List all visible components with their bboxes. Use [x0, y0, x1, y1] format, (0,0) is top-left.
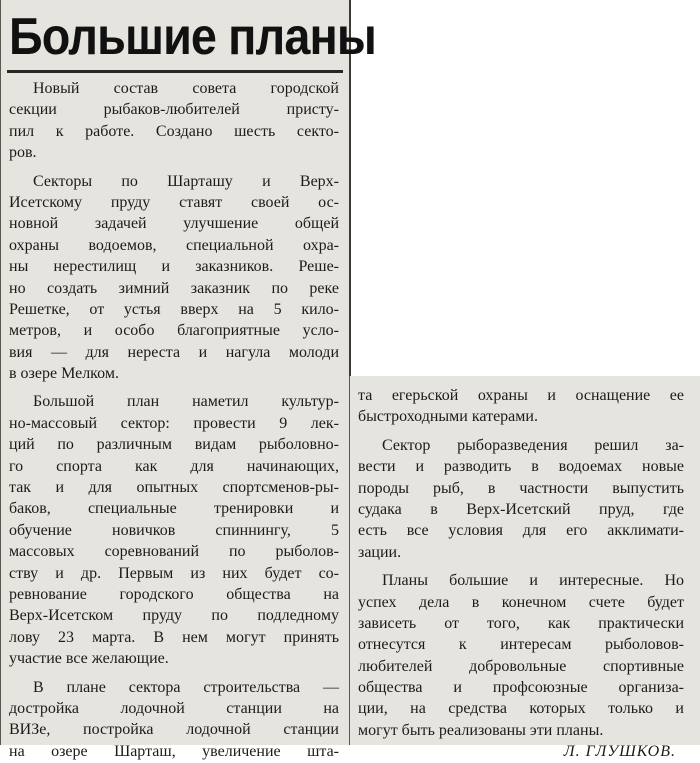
text-line: судака в Верх-Исетский пруд, где	[358, 500, 684, 518]
text-line: ров.	[9, 144, 37, 162]
text-line: участие все желающие.	[9, 650, 169, 668]
text-line: охраны водоемов, специальной охра-	[9, 236, 339, 254]
text-line: го спорта как для начинающих,	[9, 457, 339, 475]
text-line: любителей добровольные спортивные	[358, 657, 684, 675]
text-line: Верх-Исетском пруду по подледному	[9, 607, 339, 625]
text-line: ции, на средства которых только и	[358, 700, 684, 718]
text-line: общества и профсоюзные организа-	[358, 679, 684, 697]
text-line: вести и разводить в водоемах новые	[358, 458, 684, 476]
text-line: лову 23 марта. В нем могут принять	[9, 628, 339, 646]
text-line: в озере Мелком.	[9, 365, 119, 383]
text-line: метров, и особо благоприятные усло-	[9, 322, 339, 340]
text-line: Планы большие и интересные. Но	[382, 572, 684, 590]
text-line: так и для опытных спортсменов-ры-	[9, 479, 339, 497]
text-line: массовых соревнований по рыболов-	[9, 543, 339, 561]
text-line: пил к работе. Создано шесть секто-	[9, 122, 339, 140]
paragraph	[358, 435, 684, 563]
text-line: породы рыб, в частности выпустить	[358, 479, 684, 497]
text-line: секции рыбаков-любителей присту-	[9, 101, 339, 119]
right-column-text	[358, 385, 684, 763]
text-line: ций по различным видам рыболовно-	[9, 436, 339, 454]
text-line: но-массовый сектор: провести 9 лек-	[9, 414, 339, 432]
text-line: успех дела в конечном счете будет	[358, 593, 684, 611]
text-line: Новый состав совета городской	[33, 80, 339, 97]
title-rule	[7, 70, 343, 73]
text-line: новной задачей улучшение общей	[9, 215, 339, 233]
text-line: баков, специальные тренировки и	[9, 500, 339, 518]
paragraph	[9, 391, 339, 669]
author-signature: Л. ГЛУШКОВ.	[563, 743, 676, 761]
text-line: Сектор рыборазведения решил за-	[382, 436, 684, 454]
article-title: Большие планы	[9, 8, 376, 66]
text-line: достройка лодочной станции на	[9, 699, 339, 717]
text-line: ству и др. Первым из них будет со-	[9, 564, 339, 582]
text-line: могут быть реализованы эти планы.	[358, 721, 604, 739]
text-line: обучение новичков спиннингу, 5	[9, 521, 339, 539]
text-line: есть все условия для его акклимати-	[358, 522, 684, 540]
text-line: быстроходными катерами.	[358, 408, 538, 426]
paragraph-gap	[9, 384, 339, 391]
text-line: ны нерестилищ и заказников. Реше-	[9, 258, 339, 276]
text-line: Исетскому пруду ставят своей ос-	[9, 193, 339, 211]
text-line: зации.	[358, 543, 402, 561]
paragraph	[9, 677, 339, 763]
paragraph-gap	[358, 563, 684, 570]
text-line: ревнование городского общества на	[9, 585, 339, 603]
text-line: Решетке, от устья вверх на 5 кило-	[9, 300, 339, 318]
text-line: отнесутся к интересам рыболовов-	[358, 636, 684, 654]
text-line: та егерьской охраны и оснащение ее	[358, 387, 684, 404]
paragraph	[9, 78, 339, 164]
text-line: Большой план наметил культур-	[33, 393, 339, 411]
text-line: но создать зимний заказник по реке	[9, 279, 339, 297]
text-line: зависеть от того, как практически	[358, 614, 684, 632]
text-line: ВИЗе, постройка лодочной станции	[9, 721, 339, 739]
paragraph	[358, 570, 684, 741]
paragraph-gap	[9, 164, 339, 171]
text-line: на озере Шарташ, увеличение шта-	[9, 742, 339, 760]
paragraph	[9, 171, 339, 385]
paragraph-gap	[358, 428, 684, 435]
text-line: Секторы по Шарташу и Верх-	[33, 172, 339, 190]
text-line: В плане сектора строительства —	[33, 678, 339, 696]
text-line: вия — для нереста и нагула молоди	[9, 343, 339, 361]
paragraph-gap	[9, 670, 339, 677]
paragraph	[358, 385, 684, 428]
left-column-text	[9, 78, 339, 762]
